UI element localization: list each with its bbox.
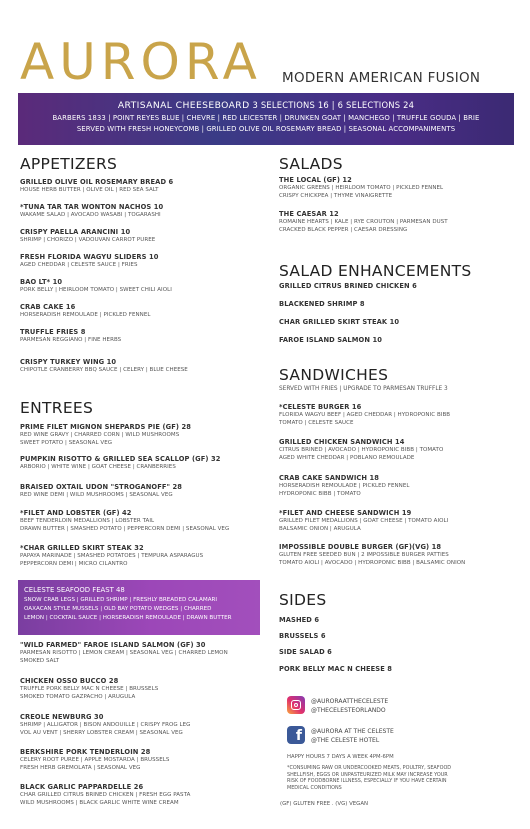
disclaimer-line: RISK OF FOODBORNE ILLNESS, ESPECIALLY IF YOU HAVE CERTAIN xyxy=(287,778,447,785)
menu-item xyxy=(279,509,448,533)
brand-logo: AURORA xyxy=(20,33,262,91)
happy-hour: HAPPY HOURS 7 DAYS A WEEK 4PM-6PM xyxy=(287,754,394,760)
item-name: BERKSHIRE PORK TENDERLOIN 28 xyxy=(20,748,151,756)
item-name: GRILLED CHICKEN SANDWICH 14 xyxy=(279,438,405,446)
item-name: *FILET AND CHEESE SANDWICH 19 xyxy=(279,509,412,517)
item-desc: FRESH HERB GREMOLATA | SEASONAL VEG xyxy=(20,765,141,771)
seafood-feast-banner xyxy=(18,580,260,635)
menu-item xyxy=(279,336,382,344)
item-desc: PARMESAN RISOTTO | LEMON CREAM | SEASONAL VEG | CHARRED LEMON xyxy=(20,650,228,656)
disclaimer-line: SHELLFISH, EGGS OR UNPASTEURIZED MILK MAY INCREASE YOUR xyxy=(287,771,448,778)
item-desc: HORSERADISH REMOULADE | PICKLED FENNEL xyxy=(20,312,151,318)
menu-item xyxy=(279,632,326,640)
menu-item xyxy=(20,228,155,244)
facebook-handle-1[interactable]: @AURORA AT THE CELESTE xyxy=(311,728,394,735)
diet-legend: (GF) GLUTEN FREE . (VG) VEGAN xyxy=(280,801,369,807)
item-desc: WILD MUSHROOMS | BLACK GARLIC WHITE WINE CREAM xyxy=(20,800,179,806)
item-desc: GRILLED FILET MEDALLIONS | GOAT CHEESE | TOMATO AIOLI xyxy=(279,518,449,524)
menu-item xyxy=(279,176,443,200)
item-name: PUMPKIN RISOTTO & GRILLED SEA SCALLOP (GF) 32 xyxy=(20,455,221,463)
menu-item xyxy=(20,203,163,219)
item-desc: PORK BELLY | HEIRLOOM TOMATO | SWEET CHILI AIOLI xyxy=(20,287,172,293)
item-desc: AGED CHEDDAR | CELESTE SAUCE | FRIES xyxy=(20,262,138,268)
sides-section xyxy=(279,591,519,681)
menu-header xyxy=(20,34,520,90)
feast-line: SNOW CRAB LEGS | GRILLED SHRIMP | FRESHLY BREADED CALAMARI xyxy=(24,597,218,603)
menu-item xyxy=(20,544,203,568)
cheeseboard-cheeses: BARBERS 1833 | POINT REYES BLUE | CHEVRE | RED LEICESTER | DRUNKEN GOAT | MANCHEGO | TRUFFLE GOUDA | BRIE xyxy=(52,114,480,122)
menu-item xyxy=(20,748,169,772)
item-name: THE LOCAL (GF) 12 xyxy=(279,176,352,184)
menu-item xyxy=(20,455,220,471)
item-desc: SHRIMP | CHORIZO | VADOUVAN CARROT PUREE xyxy=(20,237,156,243)
menu-item xyxy=(20,253,158,269)
menu-item xyxy=(20,713,190,737)
item-desc: TOMATO AIOLI | AVOCADO | HYDROPONIC BIBB | BALSAMIC ONION xyxy=(279,560,466,566)
item-name: *CHAR GRILLED SKIRT STEAK 32 xyxy=(20,544,144,552)
item-desc: HYDROPONIC BIBB | TOMATO xyxy=(279,491,361,497)
item-name: PORK BELLY MAC N CHEESE 8 xyxy=(279,665,393,673)
item-desc: TRUFFLE PORK BELLY MAC N CHEESE | BRUSSELS xyxy=(20,686,159,692)
menu-item xyxy=(279,648,332,656)
item-desc: PEPPERCORN DEMI | MICRO CILANTRO xyxy=(20,561,128,567)
menu-item xyxy=(20,178,173,194)
cheeseboard-pricing: 3 SELECTIONS 16 | 6 SELECTIONS 24 xyxy=(252,100,415,110)
menu-item xyxy=(279,300,365,308)
item-name: BRAISED OXTAIL UDON "STROGANOFF" 28 xyxy=(20,483,183,491)
menu-item xyxy=(20,641,228,665)
item-desc: GLUTEN FREE SEEDED BUN | 2 IMPOSSIBLE BURGER PATTIES xyxy=(279,552,449,558)
menu-item xyxy=(279,282,417,290)
section-title-entrees: ENTREES xyxy=(20,399,94,417)
item-desc: CRISPY CHICKPEA | THYME VINAIGRETTE xyxy=(279,193,393,199)
cheeseboard-banner xyxy=(18,93,514,145)
salad-enhancements-section xyxy=(279,262,519,352)
item-desc: PARMESAN REGGIANO | FINE HERBS xyxy=(20,337,122,343)
item-desc: HORSERADISH REMOULADE | PICKLED FENNEL xyxy=(279,483,410,489)
item-desc: CELERY ROOT PUREE | APPLE MOSTARDA | BRUSSELS xyxy=(20,757,170,763)
appetizers-section xyxy=(20,155,260,385)
item-desc: PAPAYA MARINADE | SMASHED POTATOES | TEMPURA ASPARAGUS xyxy=(20,553,204,559)
instagram-handle-2[interactable]: @THECELESTEORLANDO xyxy=(311,707,386,714)
menu-item xyxy=(20,423,191,447)
menu-item xyxy=(279,543,465,567)
sandwiches-note: SERVED WITH FRIES | UPGRADE TO PARMESAN TRUFFLE 3 xyxy=(279,386,448,392)
item-name: FRESH FLORIDA WAGYU SLIDERS 10 xyxy=(20,253,159,261)
menu-item xyxy=(279,210,448,234)
item-desc: VOL AU VENT | SHERRY LOBSTER CREAM | SEASONAL VEG xyxy=(20,730,183,736)
item-name: *FILET AND LOBSTER (GF) 42 xyxy=(20,509,132,517)
item-desc: CRACKED BLACK PEPPER | CAESAR DRESSING xyxy=(279,227,408,233)
item-desc: ORGANIC GREENS | HEIRLOOM TOMATO | PICKLED FENNEL xyxy=(279,185,444,191)
cheeseboard-title: ARTISANAL CHEESEBOARD xyxy=(117,100,250,111)
section-title-appetizers: APPETIZERS xyxy=(20,155,118,173)
item-desc: TOMATO | CELESTE SAUCE xyxy=(279,420,354,426)
item-name: BLACKENED SHRIMP 8 xyxy=(279,300,365,308)
menu-item xyxy=(279,403,450,427)
feast-line: LEMON | COCKTAIL SAUCE | HORSERADISH REMOULADE | DRAWN BUTTER xyxy=(24,615,232,621)
item-name: CRAB CAKE SANDWICH 18 xyxy=(279,474,380,482)
menu-item xyxy=(20,328,121,344)
item-name: *TUNA TAR TAR WONTON NACHOS 10 xyxy=(20,203,164,211)
item-name: CREOLE NEWBURG 30 xyxy=(20,713,104,721)
item-desc: WAKAME SALAD | AVOCADO WASABI | TOGARASHI xyxy=(20,212,161,218)
section-title-sides: SIDES xyxy=(279,591,327,609)
item-desc: SWEET POTATO | SEASONAL VEG xyxy=(20,440,113,446)
item-name: CRAB CAKE 16 xyxy=(20,303,76,311)
item-desc: RED WINE DEMI | WILD MUSHROOMS | SEASONAL VEG xyxy=(20,492,173,498)
cheeseboard-heading xyxy=(18,100,514,111)
item-desc: BALSAMIC ONION | ARUGULA xyxy=(279,526,361,532)
section-title-sandwiches: SANDWICHES xyxy=(279,366,389,384)
menu-item xyxy=(20,358,188,374)
menu-item xyxy=(20,677,158,701)
entrees-section xyxy=(20,399,260,579)
feast-title: CELESTE SEAFOOD FEAST 48 xyxy=(24,586,125,594)
menu-item xyxy=(279,616,319,624)
item-name: CRISPY PAELLA ARANCINI 10 xyxy=(20,228,131,236)
salads-section xyxy=(279,155,519,245)
item-desc: SHRIMP | ALLIGATOR | BISON ANDOUILLE | CRISPY FROG LEG xyxy=(20,722,191,728)
item-desc: ARBORIO | WHITE WINE | GOAT CHEESE | CRANBERRIES xyxy=(20,464,176,470)
item-name: FAROE ISLAND SALMON 10 xyxy=(279,336,382,344)
menu-item xyxy=(20,783,190,807)
item-name: "WILD FARMED" FAROE ISLAND SALMON (GF) 30 xyxy=(20,641,206,649)
menu-item xyxy=(20,483,182,499)
menu-item xyxy=(279,474,409,498)
entrees-continued xyxy=(20,641,260,821)
item-desc: SMOKED TOMATO GAZPACHO | ARUGULA xyxy=(20,694,136,700)
item-name: BAO LT* 10 xyxy=(20,278,63,286)
disclaimer-line: MEDICAL CONDITIONS xyxy=(287,784,342,791)
item-desc: HOUSE HERB BUTTER | OLIVE OIL | RED SEA SALT xyxy=(20,187,159,193)
item-name: MASHED 6 xyxy=(279,616,320,624)
menu-item xyxy=(20,278,172,294)
tagline: MODERN AMERICAN FUSION xyxy=(282,70,481,86)
section-title-salads: SALADS xyxy=(279,155,343,173)
item-name: IMPOSSIBLE DOUBLE BURGER (GF)(VG) 18 xyxy=(279,543,442,551)
item-desc: CHIPOTLE CRANBERRY BBQ SAUCE | CELERY | BLUE CHEESE xyxy=(20,367,188,373)
menu-item xyxy=(279,665,392,673)
section-title-enhancements: SALAD ENHANCEMENTS xyxy=(279,262,472,280)
item-desc: SMOKED SALT xyxy=(20,658,60,664)
item-desc: FLORIDA WAGYU BEEF | AGED CHEDDAR | HYDROPONIC BIBB xyxy=(279,412,451,418)
item-name: GRILLED CITRUS BRINED CHICKEN 6 xyxy=(279,282,417,290)
menu-item xyxy=(279,318,399,326)
item-name: GRILLED OLIVE OIL ROSEMARY BREAD 6 xyxy=(20,178,174,186)
item-name: CHICKEN OSSO BUCCO 28 xyxy=(20,677,119,685)
item-desc: AGED WHITE CHEDDAR | POBLANO REMOULADE xyxy=(279,455,415,461)
facebook-icon[interactable]: f xyxy=(287,726,305,744)
menu-item xyxy=(20,303,150,319)
item-desc: BEEF TENDERLOIN MEDALLIONS | LOBSTER TAIL xyxy=(20,518,155,524)
item-name: CRISPY TURKEY WING 10 xyxy=(20,358,117,366)
instagram-handle-1[interactable]: @AURORAATTHECELESTE xyxy=(311,698,389,705)
item-name: BRUSSELS 6 xyxy=(279,632,326,640)
item-desc: CITRUS BRINED | AVOCADO | HYDROPONIC BIBB | TOMATO xyxy=(279,447,444,453)
item-name: TRUFFLE FRIES 8 xyxy=(20,328,86,336)
item-desc: ROMAINE HEARTS | KALE | RYE CROUTON | PARMESAN DUST xyxy=(279,219,448,225)
disclaimer-line: *CONSUMING RAW OR UNDERCOOKED MEATS, POULTRY, SEAFOOD xyxy=(287,765,452,771)
item-desc: RED WINE GRAVY | CHARRED CORN | WILD MUSHROOMS xyxy=(20,432,180,438)
menu-item xyxy=(20,509,229,533)
cheeseboard-accompaniments: SERVED WITH FRESH HONEYCOMB | GRILLED OLIVE OIL ROSEMARY BREAD | SEASONAL ACCOMPANIMENTS xyxy=(76,125,456,133)
facebook-handle-2[interactable]: @THE CELESTE HOTEL xyxy=(311,737,380,744)
feast-line: OAXACAN STYLE MUSSELS | OLD BAY POTATO WEDGES | CHARRED xyxy=(24,606,212,612)
item-name: CHAR GRILLED SKIRT STEAK 10 xyxy=(279,318,400,326)
item-name: BLACK GARLIC PAPPARDELLE 26 xyxy=(20,783,144,791)
item-name: *CELESTE BURGER 16 xyxy=(279,403,362,411)
item-desc: CHAR GRILLED CITRUS BRINED CHICKEN | FRESH EGG PASTA xyxy=(20,792,191,798)
item-name: PRIME FILET MIGNON SHEPARDS PIE (GF) 28 xyxy=(20,423,191,431)
item-name: THE CAESAR 12 xyxy=(279,210,339,218)
menu-item xyxy=(279,438,443,462)
social-footer xyxy=(280,696,522,826)
sandwiches-section xyxy=(279,366,524,576)
item-desc: DRAWN BUTTER | SMASHED POTATO | PEPPERCORN DEMI | SEASONAL VEG xyxy=(20,526,230,532)
item-name: SIDE SALAD 6 xyxy=(279,648,332,656)
instagram-icon[interactable] xyxy=(287,696,305,714)
